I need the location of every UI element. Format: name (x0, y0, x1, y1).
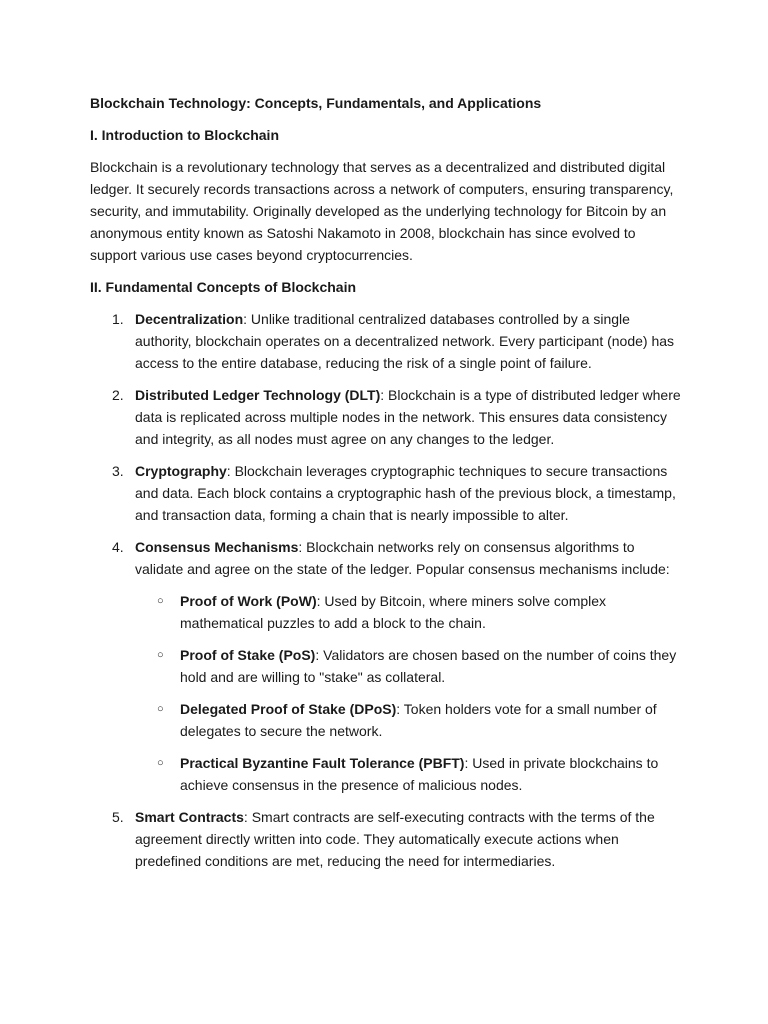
sub-item-pbft (135, 752, 682, 796)
concept-description: : Blockchain is a type of distributed ledger where data is replicated across multiple nodes in the network. This ensures data consistency and integrity, as all nodes must agree on any changes to the ledger. (135, 387, 681, 447)
concept-item-smart-contracts (90, 806, 682, 872)
list-number: 5. (112, 809, 124, 825)
sub-item-pos (135, 644, 682, 688)
sub-item-description: : Validators are chosen based on the number of coins they hold and are willing to "stake" as collateral. (180, 647, 677, 685)
consensus-mechanisms-list (135, 590, 682, 796)
concept-description: : Unlike traditional centralized databases controlled by a single authority, blockchain operates on a decentralized network. Every participant (node) has access to the entire database, reducing the risk of a single point of failure. (135, 311, 675, 371)
concept-item-decentralization (90, 308, 682, 374)
sub-item-dpos (135, 698, 682, 742)
hollow-circle-bullet-icon: ○ (157, 595, 164, 607)
list-number: 2. (112, 387, 124, 403)
sub-item-term: Proof of Stake (PoS) (180, 647, 316, 663)
concept-term: Distributed Ledger Technology (DLT) (135, 387, 381, 403)
concept-term: Smart Contracts (135, 809, 244, 825)
hollow-circle-bullet-icon: ○ (157, 703, 164, 715)
concepts-list (90, 308, 682, 872)
document-page (90, 92, 682, 882)
list-number: 4. (112, 539, 124, 555)
concept-description: : Blockchain leverages cryptographic techniques to secure transactions and data. Each block contains a cryptographic hash of the previous block, a timestamp, and transaction data, forming a chain that is nearly impossible to alter. (135, 463, 676, 523)
section-1-paragraph: Blockchain is a revolutionary technology that serves as a decentralized and distributed digital ledger. It securely records transactions across a network of computers, ensuring transparency, security, and immutability. Originally developed as the underlying technology for Bitcoin by an anonymous entity known as Satoshi Nakamoto in 2008, blockchain has since evolved to support various use cases beyond cryptocurrencies. (90, 159, 674, 263)
concept-item-dlt (90, 384, 682, 450)
section-1-heading: I. Introduction to Blockchain (90, 127, 279, 143)
section-2-heading: II. Fundamental Concepts of Blockchain (90, 279, 357, 295)
concept-item-consensus (90, 536, 682, 796)
list-number: 1. (112, 311, 124, 327)
document-title: Blockchain Technology: Concepts, Fundamentals, and Applications (90, 95, 542, 111)
sub-item-description: : Used in private blockchains to achieve consensus in the presence of malicious nodes. (180, 755, 659, 793)
sub-item-description: : Token holders vote for a small number of delegates to secure the network. (180, 701, 657, 739)
sub-item-term: Proof of Work (PoW) (180, 593, 317, 609)
sub-item-term: Practical Byzantine Fault Tolerance (PBFT) (180, 755, 465, 771)
sub-item-term: Delegated Proof of Stake (DPoS) (180, 701, 397, 717)
concept-item-cryptography (90, 460, 682, 526)
sub-item-pow (135, 590, 682, 634)
concept-term: Decentralization (135, 311, 244, 327)
list-number: 3. (112, 463, 124, 479)
concept-description: : Blockchain networks rely on consensus algorithms to validate and agree on the state of the ledger. Popular consensus mechanisms include: (135, 539, 670, 577)
concept-term: Consensus Mechanisms (135, 539, 299, 555)
concept-term: Cryptography (135, 463, 227, 479)
sub-item-description: : Used by Bitcoin, where miners solve complex mathematical puzzles to add a block to the chain. (180, 593, 607, 631)
hollow-circle-bullet-icon: ○ (157, 649, 164, 661)
concept-description: : Smart contracts are self-executing contracts with the terms of the agreement directly written into code. They automatically execute actions when predefined conditions are met, reducing the need for intermediaries. (135, 809, 655, 869)
hollow-circle-bullet-icon: ○ (157, 757, 164, 769)
